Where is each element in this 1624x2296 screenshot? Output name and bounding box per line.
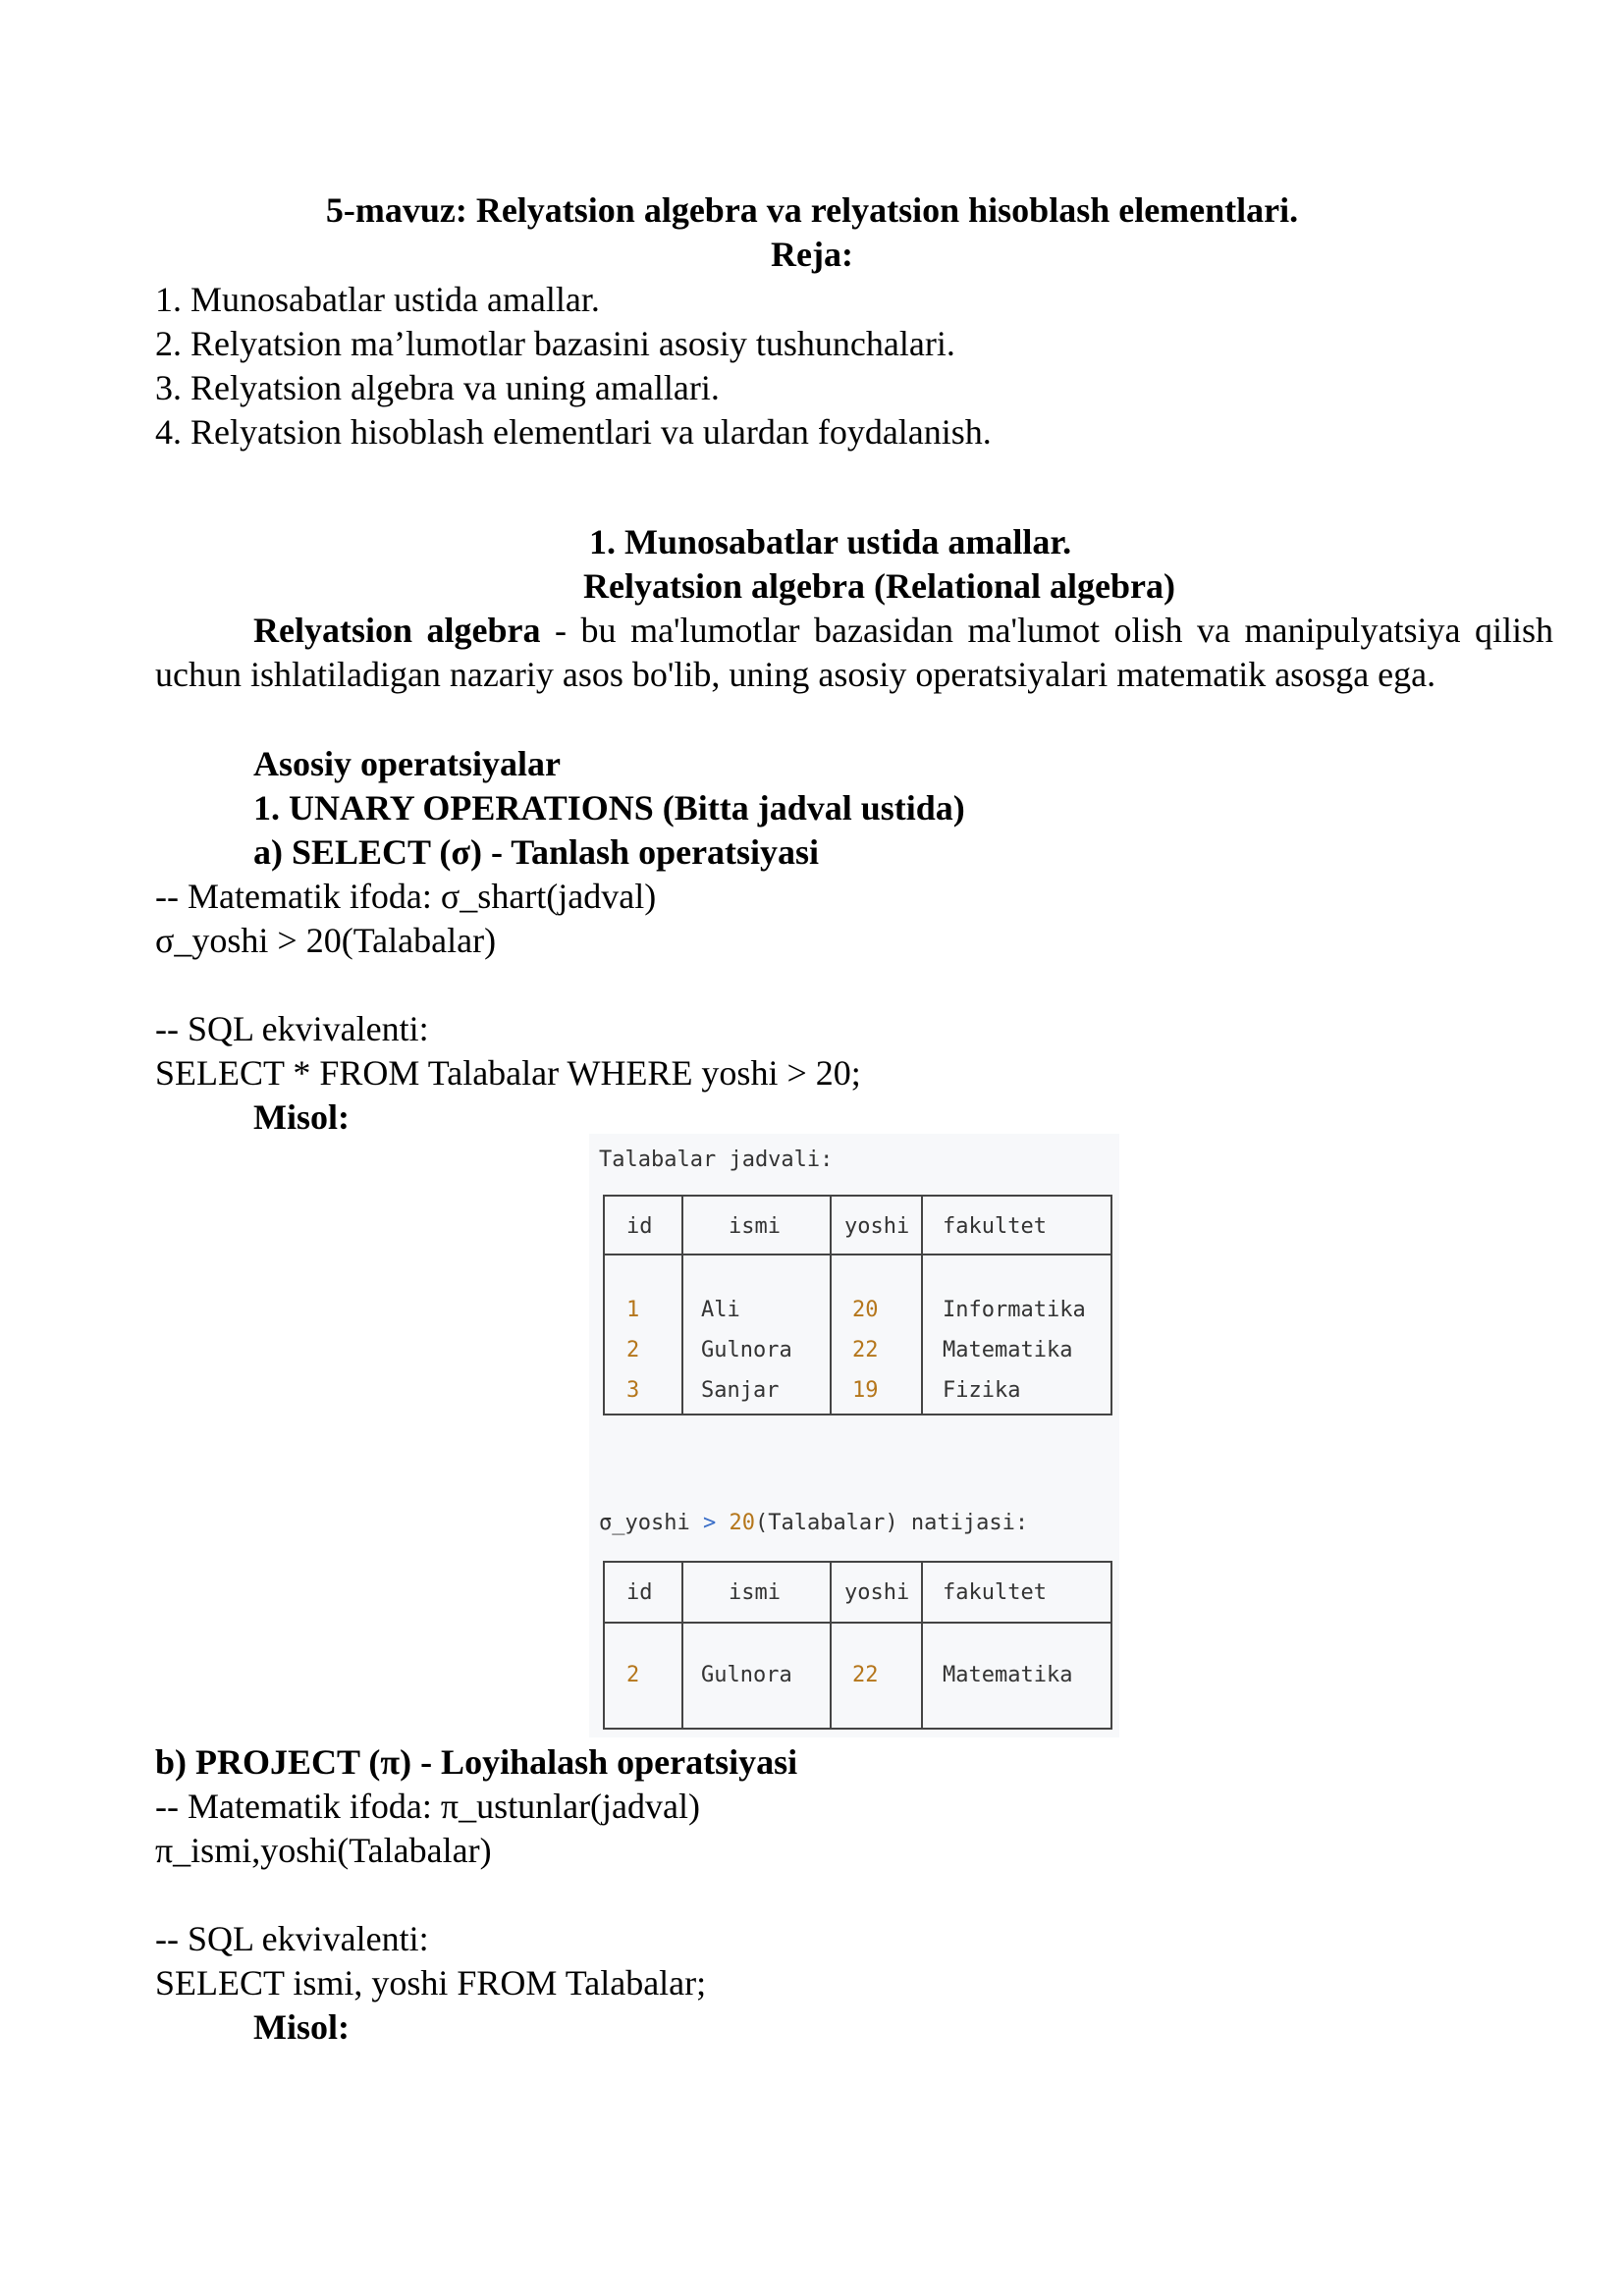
table-cell: Ali [701,1298,740,1322]
plan-item: 1. Munosabatlar ustida amallar. [155,280,600,319]
result-caption-number: 20 [716,1511,755,1535]
document-title: 5-mavuz: Relyatsion algebra va relyatsion hisoblash elementlari. [325,190,1299,230]
header-cell: ismi [729,1580,781,1605]
select-math-example: σ_yoshi > 20(Talabalar) [155,921,497,960]
table-cell: Matematika [943,1338,1073,1362]
example-code-image [589,1134,1119,1737]
result-cell: Gulnora [701,1663,792,1687]
project-math-label: -- Matematik ifoda: π_ustunlar(jadval) [155,1787,700,1826]
header-cell: yoshi [844,1580,910,1605]
result-caption-part: σ_yoshi [599,1511,703,1535]
header-cell: yoshi [844,1214,910,1239]
header-cell: fakultet [943,1214,1047,1239]
table-cell: 2 [626,1338,640,1362]
table-cell: 1 [626,1298,640,1322]
plan-item: 2. Relyatsion ma’lumotlar bazasini asosiy tushunchalari. [155,324,955,363]
definition-paragraph [155,609,1553,697]
result-cell: 2 [626,1663,640,1687]
select-math-label: -- Matematik ifoda: σ_shart(jadval) [155,877,657,916]
table-cell: Informatika [943,1298,1086,1322]
header-cell: id [626,1214,653,1239]
header-cell: id [626,1580,653,1605]
project-sql-label: -- SQL ekvivalenti: [155,1919,429,1958]
result-cell: 22 [852,1663,879,1687]
project-math-example: π_ismi,yoshi(Talabalar) [155,1831,492,1870]
definition-term: Relyatsion algebra [253,611,541,650]
section-subheading: Relyatsion algebra (Relational algebra) [583,566,1175,606]
table-cell: 22 [852,1338,879,1362]
select-sql-example: SELECT * FROM Talabalar WHERE yoshi > 20; [155,1053,861,1093]
result-cell: Matematika [943,1663,1073,1687]
table-cell: 3 [626,1378,640,1403]
header-cell: fakultet [943,1580,1047,1605]
plan-heading: Reja: [771,235,853,274]
header-cell: ismi [729,1214,781,1239]
table-cell: 20 [852,1298,879,1322]
project-misol: Misol: [253,2007,350,2047]
definition-text: - bu ma'lumotlar bazasidan ma'lumot olish va manipulyatsiya qilish uchun ishlatiladigan nazariy asos bo'lib, uning asosiy operatsiyalari matematik asosga ega. [155,611,1554,694]
section-heading: 1. Munosabatlar ustida amallar. [589,522,1072,561]
project-heading: b) PROJECT (π) - Loyihalash operatsiyasi [155,1742,798,1782]
select-misol: Misol: [253,1097,350,1137]
select-heading: a) SELECT (σ) - Tanlash operatsiyasi [253,832,820,872]
select-sql-label: -- SQL ekvivalenti: [155,1009,429,1048]
table-cell: 19 [852,1378,879,1403]
operations-heading: Asosiy operatsiyalar [253,744,561,783]
project-sql-example: SELECT ismi, yoshi FROM Talabalar; [155,1963,707,2002]
table-cell: Gulnora [701,1338,792,1362]
result-caption-part: (Talabalar) natijasi: [754,1511,1029,1535]
unary-heading: 1. UNARY OPERATIONS (Bitta jadval ustida) [253,788,965,828]
table-caption: Talabalar jadvali: [599,1148,834,1172]
plan-item: 3. Relyatsion algebra va uning amallari. [155,368,720,407]
result-caption [599,1509,1028,1538]
table-cell: Sanjar [701,1378,780,1403]
result-caption-operator: > [702,1511,717,1535]
plan-item: 4. Relyatsion hisoblash elementlari va ulardan foydalanish. [155,412,992,452]
table-cell: Fizika [943,1378,1021,1403]
